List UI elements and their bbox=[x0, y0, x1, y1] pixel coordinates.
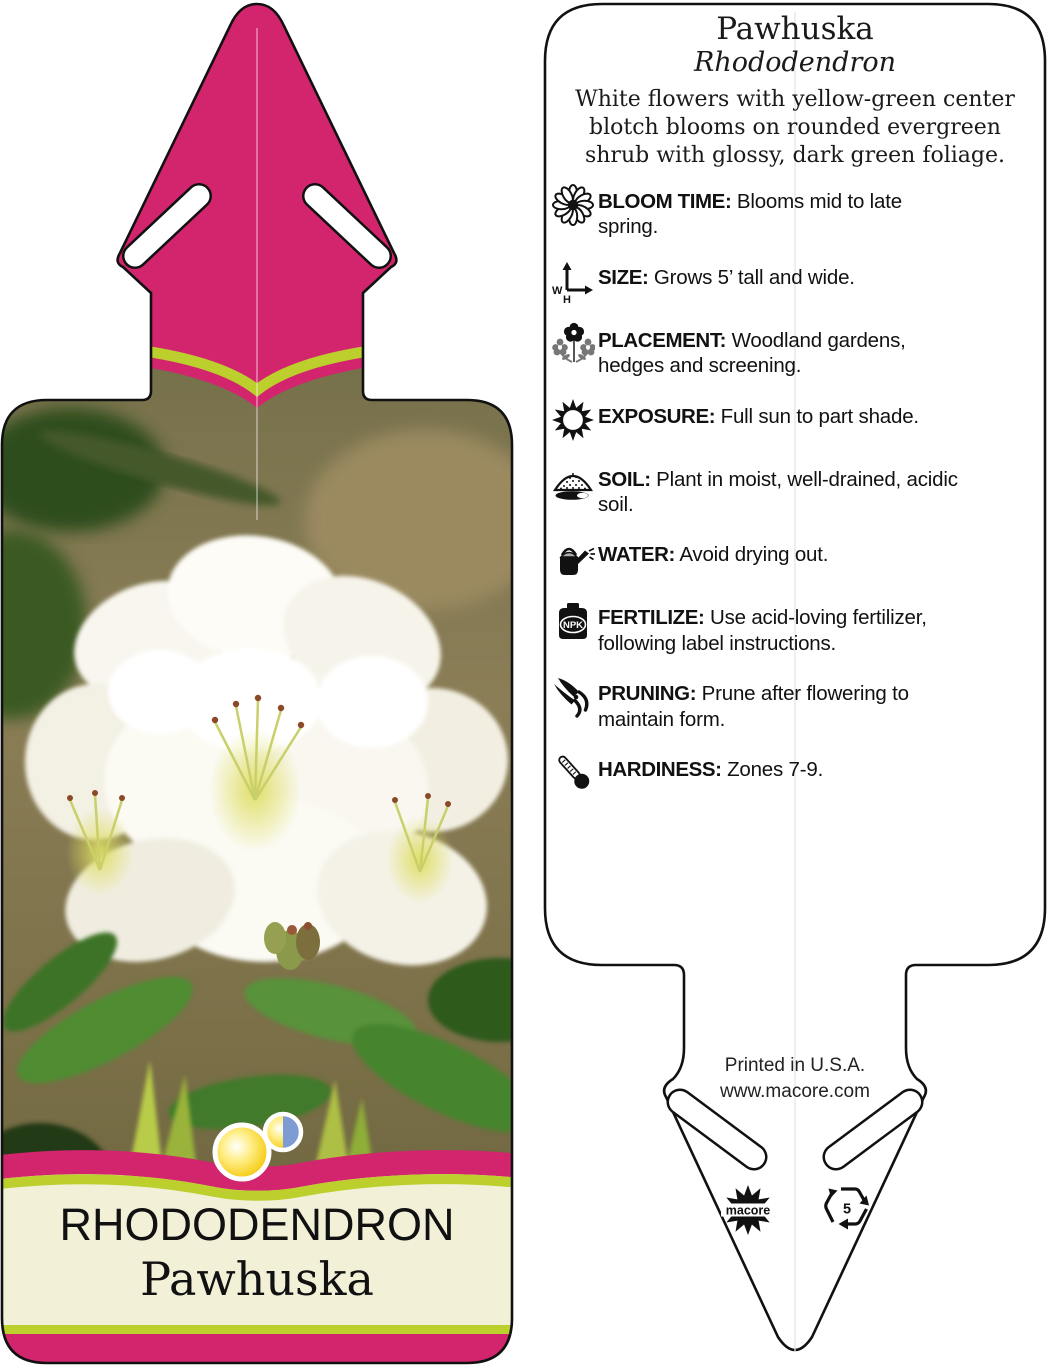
soil-mound-icon bbox=[551, 461, 595, 505]
hardiness-thermometer-icon bbox=[551, 751, 595, 795]
website-text: www.macore.com bbox=[720, 1081, 870, 1102]
soil-text: SOIL: Plant in moist, well-drained, acidic soil. bbox=[598, 467, 958, 517]
exposure-sun-icon bbox=[551, 398, 595, 442]
hardiness-text: HARDINESS: Zones 7-9. bbox=[598, 758, 824, 782]
bloom-flower-icon bbox=[551, 183, 595, 227]
pruning-row bbox=[551, 681, 1021, 732]
size-dimensions-icon bbox=[551, 259, 595, 303]
water-text: WATER: Avoid drying out. bbox=[598, 543, 829, 567]
water-can-icon bbox=[551, 536, 595, 580]
bloom-time-text: BLOOM TIME: Blooms mid to late spring. bbox=[598, 190, 902, 239]
care-info-list bbox=[551, 189, 1021, 820]
exposure-text: EXPOSURE: Full sun to part shade. bbox=[598, 404, 919, 428]
water-row bbox=[551, 542, 1021, 580]
hardiness-row bbox=[551, 757, 1021, 795]
placement-row bbox=[551, 328, 1021, 379]
plant-description: White flowers with yellow-green center blotch blooms on rounded evergreen shrub with glossy, dark green foliage. bbox=[575, 87, 1015, 169]
back-subtitle: Rhododendron bbox=[694, 46, 896, 78]
placement-text: PLACEMENT: Woodland gardens, hedges and screening. bbox=[598, 328, 906, 378]
fertilize-text: FERTILIZE: Use acid-loving fertilizer, following label instructions. bbox=[598, 606, 927, 655]
pruning-text: PRUNING: Prune after flowering to maintain form. bbox=[598, 682, 909, 731]
pruning-shears-icon bbox=[551, 675, 595, 719]
pink-bottom-band bbox=[0, 1334, 530, 1365]
full-sun-ball-icon bbox=[215, 1125, 269, 1179]
soil-row bbox=[551, 467, 1021, 518]
printed-in-usa-text: Printed in U.S.A. bbox=[724, 1055, 866, 1076]
placement-flowers-icon bbox=[551, 322, 595, 366]
recycle-code-text: 5 bbox=[842, 1201, 852, 1218]
fertilize-npk-icon bbox=[551, 599, 595, 643]
plant-variety-title: Pawhuska bbox=[140, 1251, 374, 1306]
front-name-panel bbox=[2, 1200, 512, 1304]
back-header bbox=[560, 12, 1030, 170]
exposure-row bbox=[551, 404, 1021, 442]
size-text: SIZE: Grows 5’ tall and wide. bbox=[598, 265, 855, 289]
svg-text:W: W bbox=[552, 284, 563, 297]
macore-brand-text: macore bbox=[725, 1203, 771, 1218]
lime-bottom-stripe bbox=[0, 1325, 530, 1334]
back-title: Pawhuska bbox=[716, 11, 874, 47]
svg-text:NPK: NPK bbox=[562, 620, 584, 632]
fertilize-row bbox=[551, 605, 1021, 656]
svg-text:H: H bbox=[563, 293, 571, 303]
plant-genus-title: RHODODENDRON bbox=[59, 1199, 455, 1250]
bloom-time-row bbox=[551, 189, 1021, 240]
size-row bbox=[551, 265, 1021, 303]
